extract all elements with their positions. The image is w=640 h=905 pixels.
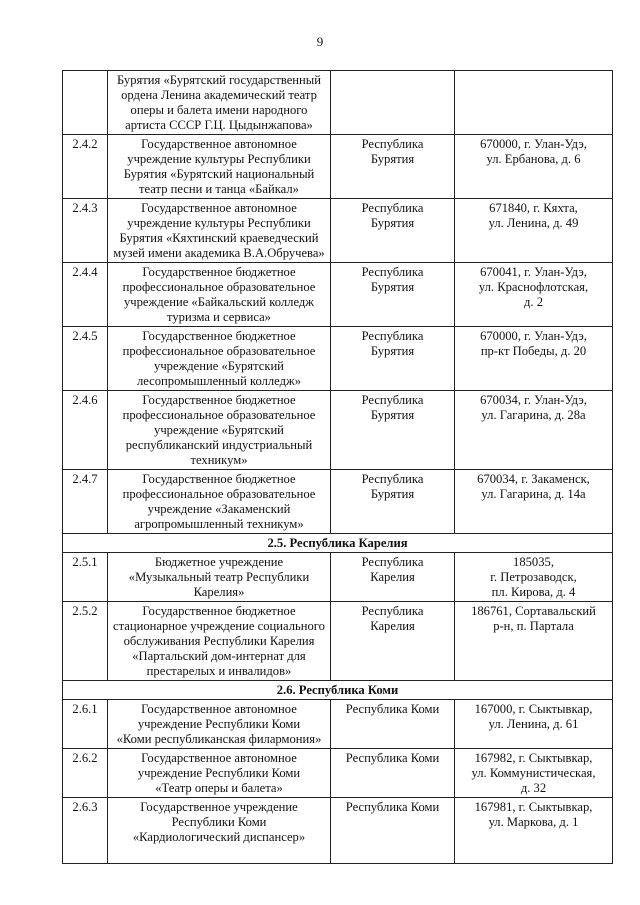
table-row (63, 135, 613, 199)
address: 670000, г. Улан-Удэ, пр-кт Победы, д. 20 (455, 327, 613, 391)
institution-name: Государственное автономное учреждение культуры Республики Бурятия «Бурятский национальный театр песни и танца «Байкал» (108, 135, 331, 199)
table-row (63, 327, 613, 391)
region: Республика Бурятия (331, 327, 455, 391)
region: Республика Бурятия (331, 470, 455, 534)
table-row (63, 700, 613, 749)
table-row (63, 263, 613, 327)
row-number: 2.4.3 (63, 199, 108, 263)
address: 167000, г. Сыктывкар, ул. Ленина, д. 61 (455, 700, 613, 749)
section-title: 2.6. Республика Коми (63, 681, 613, 700)
table-row (63, 602, 613, 681)
row-number: 2.6.3 (63, 798, 108, 864)
row-number: 2.4.7 (63, 470, 108, 534)
table-row (63, 749, 613, 798)
table-row (63, 199, 613, 263)
region: Республика Карелия (331, 602, 455, 681)
address: 186761, Сортавальский р-н, п. Партала (455, 602, 613, 681)
address: 167982, г. Сыктывкар, ул. Коммунистическая, д. 32 (455, 749, 613, 798)
registry-table (62, 70, 613, 864)
row-number: 2.6.1 (63, 700, 108, 749)
institution-name: Государственное учреждение Республики Коми «Кардиологический диспансер» (108, 798, 331, 864)
institution-name: Государственное бюджетное стационарное учреждение социального обслуживания Республики Карелия «Партальский дом-интернат для престарелых и инвалидов» (108, 602, 331, 681)
row-number: 2.5.1 (63, 553, 108, 602)
table-row (63, 553, 613, 602)
institution-name: Государственное автономное учреждение культуры Республики Бурятия «Кяхтинский краеведческий музей имени академика В.А.Обручева» (108, 199, 331, 263)
address (455, 71, 613, 135)
table-row (63, 71, 613, 135)
address: 670034, г. Улан-Удэ, ул. Гагарина, д. 28а (455, 391, 613, 470)
address: 670041, г. Улан-Удэ, ул. Краснофлотская, д. 2 (455, 263, 613, 327)
address: 670000, г. Улан-Удэ, ул. Ербанова, д. 6 (455, 135, 613, 199)
institution-name: Государственное автономное учреждение Республики Коми «Коми республиканская филармония» (108, 700, 331, 749)
institution-name: Бурятия «Бурятский государственный ордена Ленина академический театр оперы и балета имени народного артиста СССР Г.Ц. Цыдынжапова» (108, 71, 331, 135)
table-row (63, 798, 613, 864)
institution-name: Государственное бюджетное профессиональное образовательное учреждение «Бурятский лесопромышленный колледж» (108, 327, 331, 391)
section-title: 2.5. Республика Карелия (63, 534, 613, 553)
row-number (63, 71, 108, 135)
row-number: 2.4.4 (63, 263, 108, 327)
page-number: 9 (316, 34, 324, 49)
region: Республика Бурятия (331, 199, 455, 263)
region: Республика Коми (331, 700, 455, 749)
address: 671840, г. Кяхта, ул. Ленина, д. 49 (455, 199, 613, 263)
institution-name: Бюджетное учреждение «Музыкальный театр Республики Карелия» (108, 553, 331, 602)
row-number: 2.4.2 (63, 135, 108, 199)
section-header-row (63, 534, 613, 553)
institution-name: Государственное бюджетное профессиональное образовательное учреждение «Бурятский республиканский индустриальный техникум» (108, 391, 331, 470)
institution-name: Государственное автономное учреждение Республики Коми «Театр оперы и балета» (108, 749, 331, 798)
section-header-row (63, 681, 613, 700)
region: Республика Коми (331, 798, 455, 864)
registry-body (63, 71, 613, 864)
table-row (63, 391, 613, 470)
table-row (63, 470, 613, 534)
institution-name: Государственное бюджетное профессиональное образовательное учреждение «Байкальский колледж туризма и сервиса» (108, 263, 331, 327)
row-number: 2.5.2 (63, 602, 108, 681)
row-number: 2.6.2 (63, 749, 108, 798)
address: 167981, г. Сыктывкар, ул. Маркова, д. 1 (455, 798, 613, 864)
region: Республика Бурятия (331, 391, 455, 470)
row-number: 2.4.5 (63, 327, 108, 391)
region: Республика Бурятия (331, 263, 455, 327)
region: Республика Бурятия (331, 135, 455, 199)
address: 670034, г. Закаменск, ул. Гагарина, д. 14а (455, 470, 613, 534)
region: Республика Коми (331, 749, 455, 798)
region (331, 71, 455, 135)
institution-name: Государственное бюджетное профессиональное образовательное учреждение «Закаменский агропромышленный техникум» (108, 470, 331, 534)
row-number: 2.4.6 (63, 391, 108, 470)
region: Республика Карелия (331, 553, 455, 602)
address: 185035, г. Петрозаводск, пл. Кирова, д. 4 (455, 553, 613, 602)
